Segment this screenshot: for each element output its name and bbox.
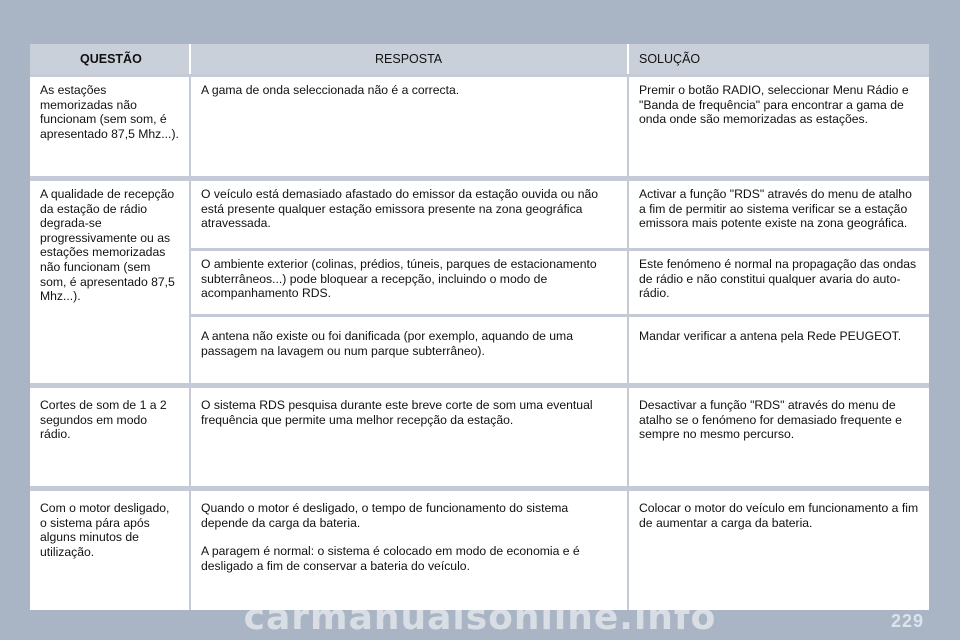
- row3-question: [30, 388, 189, 486]
- solution-text: Mandar verificar a antena pela Rede PEUGEOT.: [639, 329, 902, 343]
- row1-solution: [629, 77, 929, 176]
- solution-text: Desactivar a função "RDS" através do menu de atalho se o fenómeno for demasiado frequente e sempre no mesmo percurso.: [639, 398, 902, 442]
- question-text: Cortes de som de 1 a 2 segundos em modo rádio.: [40, 398, 167, 442]
- question-text: Com o motor desligado, o sistema pára após alguns minutos de utilização.: [40, 501, 170, 559]
- row4-answer: [191, 491, 627, 610]
- answer-paragraph: A paragem é normal: o sistema é colocado em modo de economia e é desligado a fim de conservar a bateria do veículo.: [201, 544, 580, 573]
- row1-question: [30, 77, 189, 176]
- row2-question: [30, 181, 189, 383]
- question-text: As estações memorizadas não funcionam (sem som, é apresentado 87,5 Mhz...).: [40, 83, 179, 141]
- row2b-solution: [629, 251, 929, 314]
- header-answer: RESPOSTA: [191, 44, 627, 74]
- answer-paragraph: Quando o motor é desligado, o tempo de funcionamento do sistema depende da carga da bateria.: [201, 501, 569, 530]
- question-text: A qualidade de recepção da estação de rádio degrada-se progressivamente ou as estações memorizadas não funcionam (sem som, é apresentado 87,5 Mhz...).: [40, 187, 175, 304]
- row2c-answer: [191, 317, 627, 383]
- page-number: 229: [890, 611, 924, 631]
- answer-text: O sistema RDS pesquisa durante este breve corte de som uma eventual frequência que permite uma melhor recepção da estação.: [201, 398, 593, 427]
- answer-text: O ambiente exterior (colinas, prédios, túneis, parques de estacionamento subterrâneos...) pode bloquear a recepção, incluindo o modo de acompanhamento RDS.: [201, 257, 597, 301]
- header-solution: SOLUÇÃO: [629, 44, 929, 74]
- row2b-answer: [191, 251, 627, 314]
- solution-text: Colocar o motor do veículo em funcionamento a fim de aumentar a carga da bateria.: [639, 501, 919, 530]
- solution-text: Premir o botão RADIO, seleccionar Menu Rádio e "Banda de frequência" para encontrar a gama de onda onde são memorizadas as estações.: [639, 83, 909, 127]
- solution-text: Activar a função "RDS" através do menu de atalho a fim de permitir ao sistema verificar se a estação emissora mais potente existe na zona geográfica.: [639, 187, 912, 231]
- row3-solution: [629, 388, 929, 486]
- row2a-answer: [191, 181, 627, 248]
- header-question: QUESTÃO: [30, 44, 189, 74]
- solution-text: Este fenómeno é normal na propagação das ondas de rádio e não constitui qualquer avaria do auto-rádio.: [639, 257, 917, 301]
- row3-answer: [191, 388, 627, 486]
- row2c-solution: [629, 317, 929, 383]
- row2a-solution: [629, 181, 929, 248]
- row1-answer: [191, 77, 627, 176]
- row4-solution: [629, 491, 929, 610]
- answer-text: A antena não existe ou foi danificada (por exemplo, aquando de uma passagem na lavagem ou num parque subterrâneo).: [201, 329, 573, 358]
- answer-text: O veículo está demasiado afastado do emissor da estação ouvida ou não está presente qualquer estação emissora presente na zona geográfica atravessada.: [201, 187, 599, 231]
- watermark: carmanualsonline.info: [243, 597, 717, 638]
- answer-text: A gama de onda seleccionada não é a correcta.: [201, 83, 460, 97]
- row4-question: [30, 491, 189, 610]
